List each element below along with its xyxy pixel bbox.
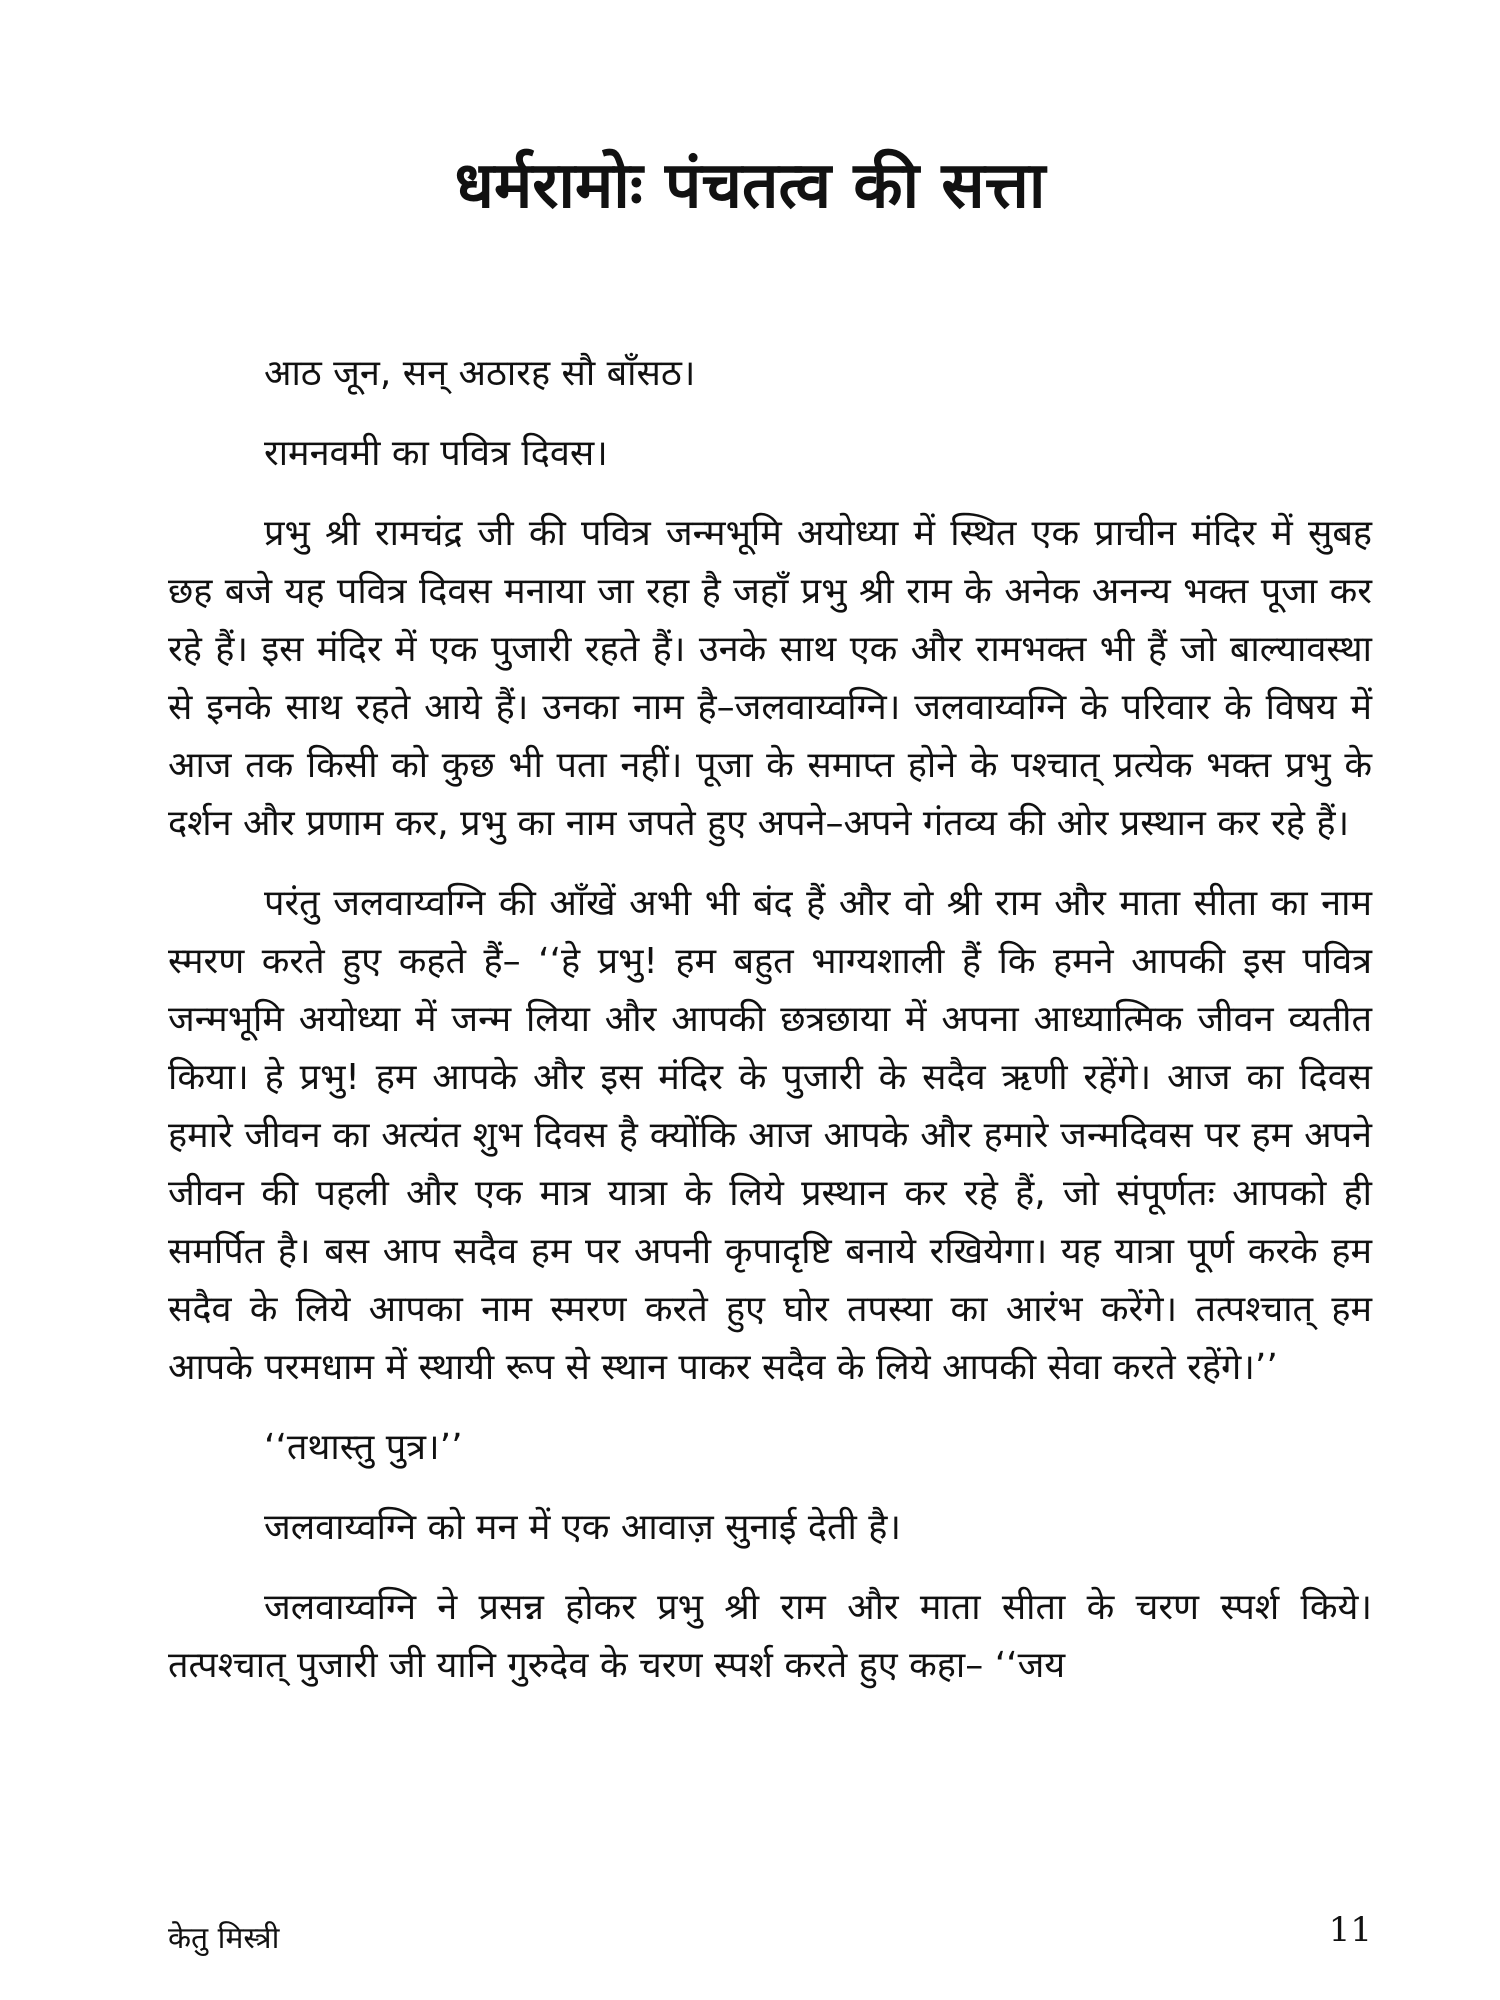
paragraph-blessing: ‘‘तथास्तु पुत्र।’’ <box>264 1427 463 1468</box>
paragraph-temple: प्रभु श्री रामचंद्र जी की पवित्र जन्मभूमि अयोध्या में स्थित एक प्राचीन मंदिर में सुबह छह बजे यह पवित्र दिवस मनाया जा रहा है जहाँ प्रभु श्री राम के अनेक अनन्य भक्त पूजा कर रहे हैं। इस मंदिर में एक पुजारी रहते हैं। उनके साथ एक और रामभक्त भी हैं जो बाल्यावस्था से इनके साथ रहते आये हैं। उनका नाम है–जलवाय्वग्नि। जलवाय्वग्नि के परिवार के विषय में आज तक किसी को कुछ भी पता नहीं। पूजा के समाप्त होने के पश्चात् प्रत्येक भक्त प्रभु के दर्शन और प्रणाम कर, प्रभु का नाम जपते हुए अपने–अपने गंतव्य की ओर प्रस्थान कर रहे हैं। <box>168 513 1372 844</box>
paragraph-occasion: रामनवमी का पवित्र दिवस। <box>264 433 608 474</box>
paragraph-voice: जलवाय्वग्नि को मन में एक आवाज़ सुनाई देती है। <box>264 1507 902 1548</box>
paragraph-departure: जलवाय्वग्नि ने प्रसन्न होकर प्रभु श्री राम और माता सीता के चरण स्पर्श किये। तत्पश्चात् पुजारी जी यानि गुरुदेव के चरण स्पर्श करते हुए कहा– ‘‘जय <box>168 1587 1372 1686</box>
page-number: 11 <box>1328 1910 1372 1950</box>
paragraph-prayer: परंतु जलवाय्वग्नि की आँखें अभी भी बंद हैं और वो श्री राम और माता सीता का नाम स्मरण करते हुए कहते हैं– ‘‘हे प्रभु! हम बहुत भाग्यशाली हैं कि हमने आपकी इस पवित्र जन्मभूमि अयोध्या में जन्म लिया और आपकी छत्रछाया में अपना आध्यात्मिक जीवन व्यतीत किया। हे प्रभु! हम आपके और इस मंदिर के पुजारी के सदैव ऋणी रहेंगे। आज का दिवस हमारे जीवन का अत्यंत शुभ दिवस है क्योंकि आज आपके और हमारे जन्मदिवस पर हम अपने जीवन की पहली और एक मात्र यात्रा के लिये प्रस्थान कर रहे हैं, जो संपूर्णतः आपको ही समर्पित है। बस आप सदैव हम पर अपनी कृपादृष्टि बनाये रखियेगा। यह यात्रा पूर्ण करके हम सदैव के लिये आपका नाम स्मरण करते हुए घोर तपस्या का आरंभ करेंगे। तत्पश्चात् हम आपके परमधाम में स्थायी रूप से स्थान पाकर सदैव के लिये आपकी सेवा करते रहेंगे।’’ <box>168 883 1372 1388</box>
footer-author: केतु मिस्त्री <box>168 1921 280 1956</box>
chapter-body <box>168 345 1372 1717</box>
paragraph-date: आठ जून, सन् अठारह सौ बाँसठ। <box>264 353 696 394</box>
chapter-title: धर्मरामोः पंचतत्व की सत्ता <box>454 148 1046 223</box>
